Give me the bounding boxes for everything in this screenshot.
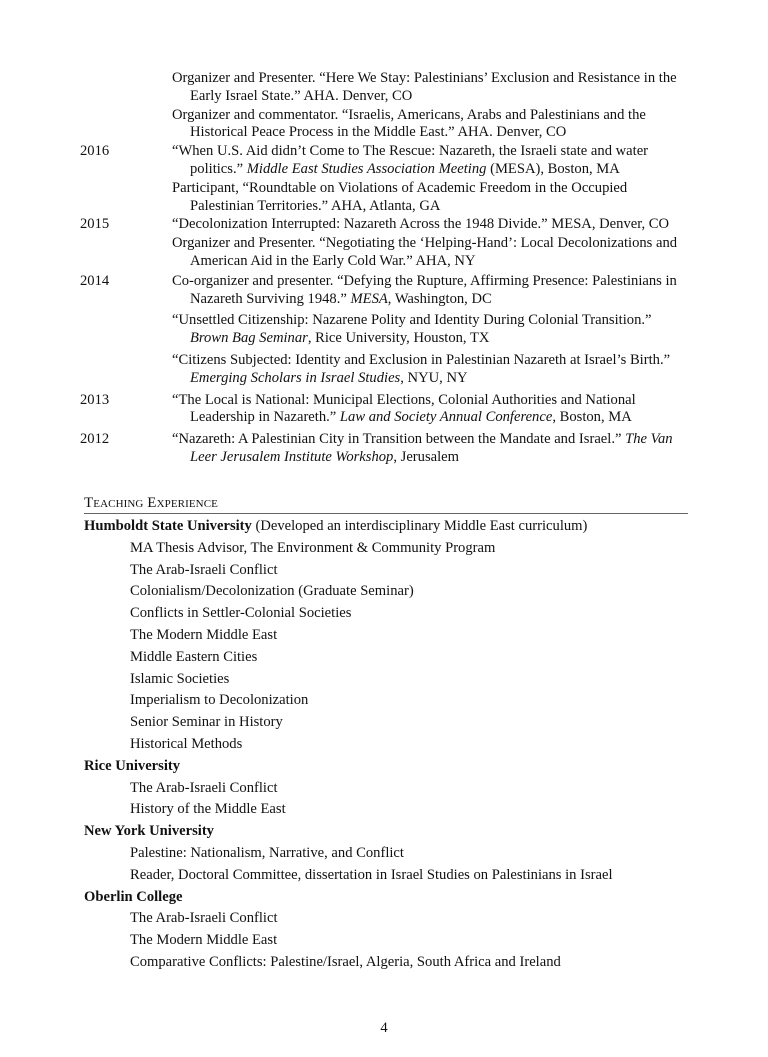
course-item: History of the Middle East [130, 801, 286, 818]
presentation-year: 2012 [80, 431, 110, 448]
presentations-list [80, 70, 690, 467]
presentation-year [80, 235, 172, 271]
presentation-text [172, 216, 690, 234]
presentation-entry [80, 180, 690, 216]
presentation-text-part: Co-organizer and presenter. “Defying the Rupture, Affirming Presence: Palestinians in Nazareth Surviving 1948.” [172, 272, 677, 307]
presentation-text-part: Organizer and Presenter. “Negotiating the ‘Helping-Hand’: Local Decolonizations and American Aid in the Early Cold War.” AHA, NY [172, 235, 678, 269]
presentation-text [172, 273, 690, 309]
institution-name: Oberlin College [84, 888, 183, 905]
presentation-entry [80, 273, 690, 309]
course-item: Imperialism to Decolonization [130, 692, 309, 709]
course-item: The Arab-Israeli Conflict [130, 561, 278, 578]
presentation-year [80, 70, 172, 106]
presentation-text-part: “The Local is National: Municipal Elections, Colonial Authorities and National Leadership in Nazareth.” [172, 391, 636, 426]
presentation-text-part: “Nazareth: A Palestinian City in Transition between the Mandate and Israel.” [172, 431, 626, 448]
presentation-text [172, 235, 690, 271]
presentation-year [80, 107, 172, 143]
presentation-text [172, 312, 690, 348]
course-item: The Modern Middle East [130, 932, 278, 949]
presentation-venue: Emerging Scholars in Israel Studies [190, 369, 401, 386]
course-item: Historical Methods [130, 735, 243, 752]
presentation-entry [80, 431, 690, 467]
presentation-venue: Brown Bag Seminar [190, 330, 308, 347]
presentation-text-part: “When U.S. Aid didn’t Come to The Rescue: Nazareth, the Israeli state and water politics.” [172, 143, 649, 177]
presentation-text [172, 352, 690, 388]
presentation-text-part: (MESA), Boston, MA [486, 160, 620, 177]
presentation-year [80, 352, 172, 388]
presentation-text-part: Participant, “Roundtable on Violations of Academic Freedom in the Occupied Palestinian Territories.” AHA, Atlanta, GA [172, 179, 628, 214]
presentation-text-part: , Washington, DC [387, 290, 492, 307]
presentation-year: 2016 [80, 143, 110, 160]
course-item: The Arab-Israeli Conflict [130, 779, 278, 796]
course-item: Palestine: Nationalism, Narrative, and Conflict [130, 844, 404, 861]
presentation-entry [80, 352, 690, 388]
presentation-year: 2013 [80, 391, 110, 408]
course-item: MA Thesis Advisor, The Environment & Community Program [130, 539, 496, 556]
presentation-text [172, 392, 690, 428]
course-item: The Arab-Israeli Conflict [130, 910, 278, 927]
presentation-entry [80, 216, 690, 234]
presentation-entry [80, 235, 690, 271]
presentation-venue: MESA [350, 290, 388, 307]
course-item: Conflicts in Settler-Colonial Societies [130, 605, 352, 622]
presentation-text [172, 431, 690, 467]
presentation-venue: The Van Leer Jerusalem Institute Workshop [190, 431, 673, 465]
presentation-text-part: Organizer and Presenter. “Here We Stay: Palestinians’ Exclusion and Resistance in the Early Israel State.” AHA. Denver, CO [172, 70, 677, 104]
presentation-text-part: Organizer and commentator. “Israelis, Americans, Arabs and Palestinians and the Historical Peace Process in the Middle East.” AHA. Denver, CO [172, 106, 646, 141]
page-number: 4 [380, 1020, 388, 1036]
course-item: Islamic Societies [130, 670, 230, 687]
course-item: Senior Seminar in History [130, 714, 283, 731]
presentation-text-part: “Unsettled Citizenship: Nazarene Polity and Identity During Colonial Transition.” [172, 312, 652, 329]
presentation-text [172, 107, 690, 143]
teaching-list [84, 516, 704, 974]
institution-heading [84, 887, 704, 909]
presentation-entry [80, 143, 690, 179]
presentation-text-part: , Rice University, Houston, TX [307, 330, 490, 347]
presentation-text-part: “Decolonization Interrupted: Nazareth Across the 1948 Divide.” MESA, Denver, CO [172, 216, 670, 233]
presentation-entry [80, 392, 690, 428]
presentation-entry [80, 107, 690, 143]
institution-heading [84, 756, 704, 778]
institution-heading [84, 516, 704, 538]
institution-heading [84, 821, 704, 843]
presentation-year [80, 312, 172, 348]
course-item: Comparative Conflicts: Palestine/Israel, Algeria, South Africa and Ireland [130, 953, 561, 970]
presentation-text [172, 180, 690, 216]
institution-note: (Developed an interdisciplinary Middle East curriculum) [251, 518, 588, 534]
presentation-year: 2015 [80, 216, 110, 233]
presentation-entry [80, 70, 690, 106]
institution-name: New York University [84, 823, 214, 840]
course-item: The Modern Middle East [130, 626, 278, 643]
presentation-text [172, 143, 690, 179]
presentation-text [172, 70, 690, 106]
section-heading-teaching: Teaching Experience [84, 494, 688, 514]
presentation-text-part: “Citizens Subjected: Identity and Exclusion in Palestinian Nazareth at Israel’s Birth.” [172, 351, 671, 368]
course-item: Middle Eastern Cities [130, 648, 258, 665]
institution-name: Humboldt State University [84, 518, 252, 534]
presentation-venue: Middle East Studies Association Meeting [246, 160, 487, 177]
institution-name: Rice University [84, 757, 181, 774]
presentation-text-part: , NYU, NY [400, 369, 468, 386]
course-item: Reader, Doctoral Committee, dissertation in Israel Studies on Palestinians in Israel [130, 866, 613, 883]
presentation-text-part: , Jerusalem [393, 448, 459, 465]
presentation-year: 2014 [80, 272, 110, 289]
presentation-text-part: , Boston, MA [552, 409, 632, 426]
presentation-venue: Law and Society Annual Conference [339, 409, 553, 426]
presentation-entry [80, 312, 690, 348]
presentation-year [80, 180, 172, 216]
course-item: Colonialism/Decolonization (Graduate Seminar) [130, 583, 414, 600]
